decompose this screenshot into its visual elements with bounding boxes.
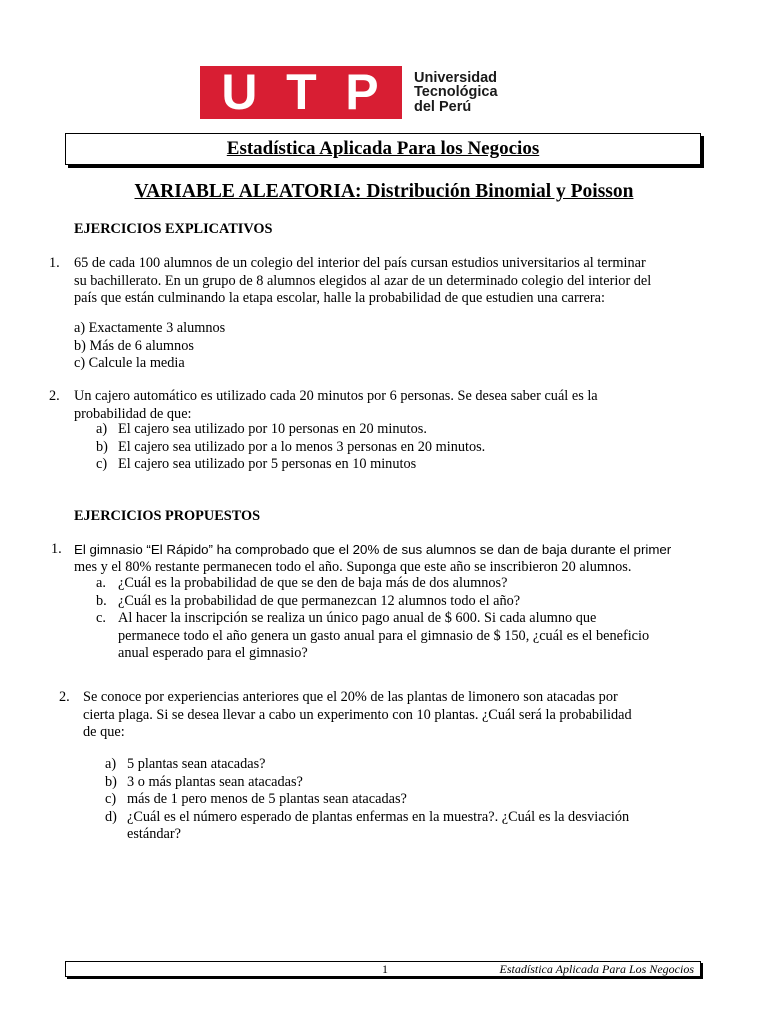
list-item: b) Más de 6 alumnos: [74, 337, 194, 354]
exercise-line: cierta plaga. Si se desea llevar a cabo un experimento con 10 plantas. ¿Cuál será la probabilidad: [83, 706, 632, 723]
exercise-2-items: [96, 421, 485, 474]
item-text: [127, 809, 629, 844]
section-heading-explicativos: EJERCICIOS EXPLICATIVOS: [74, 221, 273, 237]
exercise-number: 1.: [51, 541, 62, 557]
list-item: [96, 610, 649, 663]
exercise-2-statement: [74, 388, 692, 423]
item-text: El cajero sea utilizado por a lo menos 3 personas en 20 minutos.: [118, 438, 486, 455]
list-item: [96, 456, 485, 474]
proposed-exercise-1-statement: [74, 541, 698, 576]
item-label: b.: [96, 592, 107, 609]
proposed-exercise-2-items: [105, 756, 629, 844]
list-item: [96, 439, 485, 457]
exercise-1-items: [74, 320, 225, 373]
item-text: 5 plantas sean atacadas?: [127, 756, 266, 772]
course-title: Estadística Aplicada Para los Negocios: [226, 138, 540, 159]
list-item: c) Calcule la media: [74, 355, 185, 371]
logo-line-1: Universidad: [414, 69, 497, 86]
logo-wordmark: [414, 71, 498, 115]
logo-letter-u: U: [221, 64, 260, 120]
item-line: estándar?: [127, 826, 181, 842]
logo-line-3: del Perú: [414, 98, 472, 115]
exercise-line: Se conoce por experiencias anteriores que el 20% de las plantas de limonero son atacadas por: [83, 689, 618, 705]
item-label: b): [105, 773, 117, 790]
exercise-number: 1.: [49, 255, 60, 271]
item-text: más de 1 pero menos de 5 plantas sean atacadas?: [127, 791, 407, 807]
item-label: a): [96, 421, 108, 437]
item-label: c.: [96, 610, 106, 626]
section-heading-propuestos: EJERCICIOS PROPUESTOS: [74, 508, 261, 524]
exercise-line: Un cajero automático es utilizado cada 20 minutos por 6 personas. Se desea saber cuál es la: [74, 388, 598, 404]
footer-course-title: Estadística Aplicada Para Los Negocios: [499, 962, 694, 976]
item-text: ¿Cuál es la probabilidad de que permanezcan 12 alumnos todo el año?: [118, 592, 521, 609]
list-item: [96, 575, 649, 593]
item-line: permanece todo el año genera un gasto anual para el gimnasio de $ 150, ¿cuál es el beneficio: [118, 627, 650, 644]
item-label: c): [105, 791, 117, 807]
list-item: a) Exactamente 3 alumnos: [74, 320, 226, 336]
exercise-number: 2.: [59, 689, 70, 705]
list-item: [96, 421, 485, 439]
item-line: ¿Cuál es el número esperado de plantas enfermas en la muestra?. ¿Cuál es la desviación: [127, 808, 630, 825]
item-label: b): [96, 438, 108, 455]
exercise-line: país que están culminando la etapa escolar, halle la probabilidad de que estudien una carrera:: [74, 290, 605, 306]
item-text: ¿Cuál es la probabilidad de que se den de baja más de dos alumnos?: [118, 575, 508, 591]
proposed-exercise-1-items: [96, 575, 649, 663]
exercise-line: su bachillerato. En un grupo de 8 alumnos elegidos al azar de un determinado colegio del interior del: [74, 272, 652, 289]
logo-letter-p: P: [345, 64, 381, 120]
exercise-line: mes y el 80% restante permanecen todo el año. Suponga que este año se inscribieron 20 alumnos.: [74, 558, 632, 575]
exercise-line: 65 de cada 100 alumnos de un colegio del interior del país cursan estudios universitarios al terminar: [74, 255, 646, 271]
exercise-line: de que:: [83, 724, 125, 740]
utp-logo: [200, 66, 498, 119]
item-label: a): [105, 756, 117, 772]
exercise-line: probabilidad de que:: [74, 405, 192, 422]
item-label: c): [96, 456, 108, 472]
item-text: 3 o más plantas sean atacadas?: [127, 773, 303, 790]
item-line: anual esperado para el gimnasio?: [118, 645, 308, 661]
item-text: El cajero sea utilizado por 10 personas en 20 minutos.: [118, 421, 427, 437]
item-line: Al hacer la inscripción se realiza un único pago anual de $ 600. Si cada alumno que: [118, 610, 597, 626]
logo-line-2: Tecnológica: [414, 84, 498, 101]
utp-logo-mark: [200, 66, 402, 119]
document-title: [0, 181, 768, 203]
exercise-number: 2.: [49, 388, 60, 404]
exercise-1-statement: [74, 255, 698, 308]
course-title-box: [65, 133, 701, 165]
exercise-line: El gimnasio “El Rápido” ha comprobado que el 20% de sus alumnos se dan de baja durante el primer: [74, 542, 672, 557]
list-item: [105, 791, 629, 809]
list-item: [96, 593, 649, 611]
list-item: [105, 774, 629, 792]
page-number: 1: [382, 962, 388, 976]
document-title-text: VARIABLE ALEATORIA: Distribución Binomial y Poisson: [134, 181, 634, 202]
page-footer: [65, 961, 701, 977]
item-text: [118, 610, 649, 663]
proposed-exercise-2-statement: [83, 689, 699, 742]
item-text: El cajero sea utilizado por 5 personas en 10 minutos: [118, 456, 417, 472]
item-label: d): [105, 808, 117, 825]
list-item: [105, 756, 629, 774]
logo-letter-t: T: [286, 64, 319, 120]
item-label: a.: [96, 575, 106, 591]
list-item: [105, 809, 629, 844]
